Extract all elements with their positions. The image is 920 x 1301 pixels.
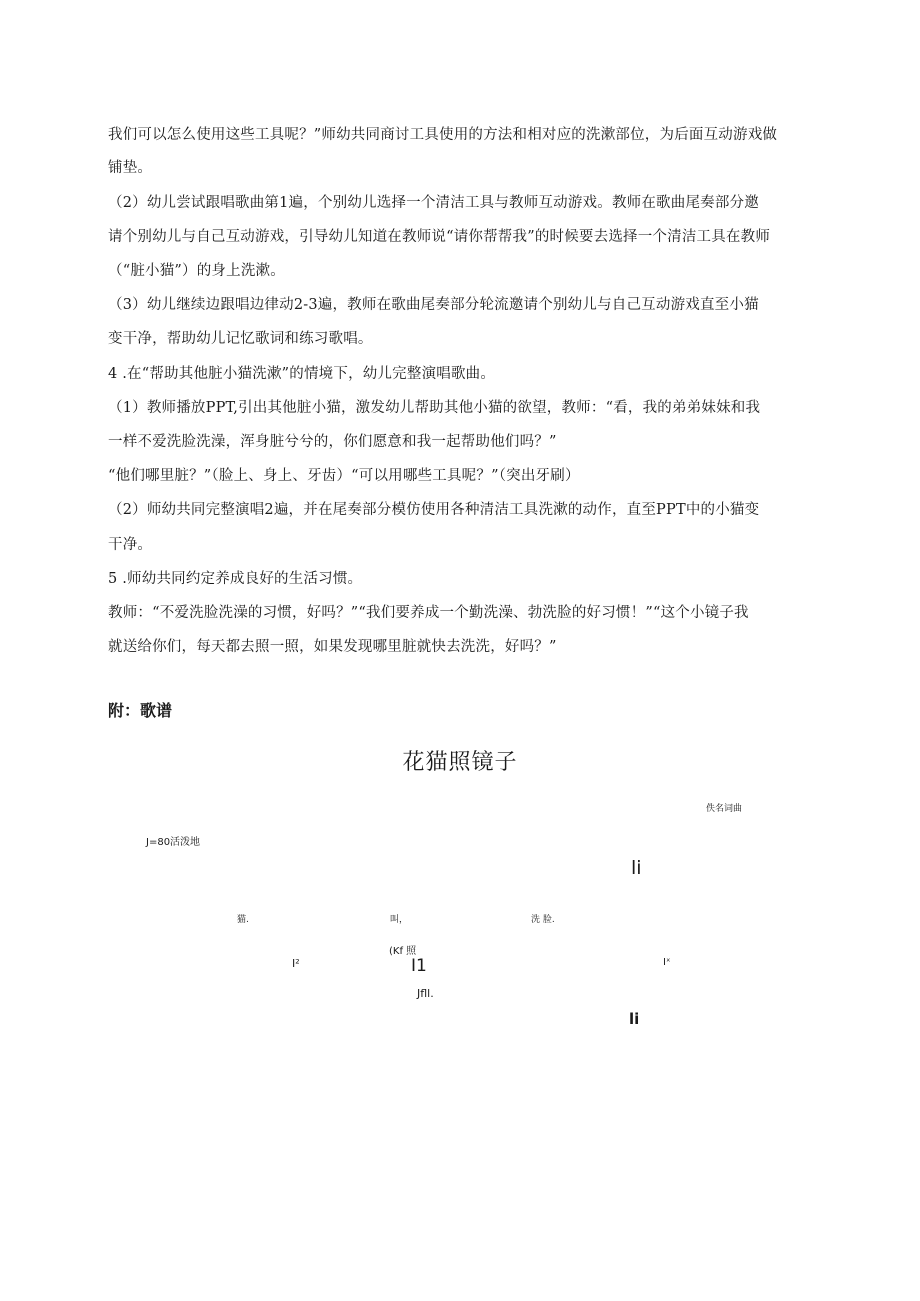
paragraph-line: （3）幼儿继续边跟唱边律动2-3遍，教师在歌曲尾奏部分轮流邀请个别幼儿与自己互动游戏直至小猫 [108, 297, 759, 313]
appendix-heading: 附：歌谱 [108, 701, 173, 720]
score-fragment: Jfll. [417, 987, 434, 1000]
paragraph-line: （“脏小猫”）的身上洗漱。 [108, 263, 285, 279]
paragraph-line: 5 .师幼共同约定养成良好的生活习惯。 [108, 571, 363, 587]
score-fragment: li [631, 857, 642, 879]
lyric-fragment: (Kf 照 [389, 946, 417, 957]
lyric-fragment: 叫， [390, 915, 409, 925]
score-fragment: I² [292, 957, 300, 970]
lyric-fragment: 洗 脸. [531, 915, 555, 925]
paragraph-line: （2）师幼共同完整演唱2遍，并在尾奏部分模仿使用各种清洁工具洗漱的动作，直至PPT中的小猫变 [108, 502, 760, 518]
paragraph-line: （2）幼儿尝试跟唱歌曲第1遍，个别幼儿选择一个清洁工具与教师互动游戏。教师在歌曲尾奏部分邀 [108, 195, 759, 211]
score-fragment: I1 [411, 956, 427, 976]
song-credit: 佚名词曲 [706, 804, 743, 814]
score-fragment: li [629, 1010, 640, 1028]
paragraph-line: 我们可以怎么使用这些工具呢？”师幼共同商讨工具使用的方法和相对应的洗漱部位，为后面互动游戏做 [108, 127, 778, 143]
paragraph-line: 就送给你们，每天都去照一照，如果发现哪里脏就快去洗洗，好吗？” [108, 639, 557, 655]
paragraph-line: 铺垫。 [108, 160, 153, 176]
paragraph-line: 变干净，帮助幼儿记忆歌词和练习歌唱。 [108, 331, 373, 347]
paragraph-line: 干净。 [108, 537, 153, 553]
song-tempo: J=80活泼地 [146, 837, 201, 848]
paragraph-line: 请个别幼儿与自己互动游戏，引导幼儿知道在教师说“请你帮帮我”的时候要去选择一个清洁工具在教师 [108, 229, 771, 245]
paragraph-line: 4 .在“帮助其他脏小猫洗漱”的情境下，幼儿完整演唱歌曲。 [108, 366, 496, 382]
paragraph-line: “他们哪里脏？”（脸上、身上、牙齿）“可以用哪些工具呢？”（突出牙刷） [108, 468, 580, 484]
score-fragment: Iˣ [663, 957, 671, 968]
paragraph-line: 教师：“不爱洗脸洗澡的习惯，好吗？”“我们要养成一个勤洗澡、勃洗脸的好习惯！”“这个小镜子我 [108, 605, 749, 621]
lyric-fragment: 猫. [237, 915, 249, 925]
paragraph-line: 一样不爱洗脸洗澡，浑身脏兮兮的，你们愿意和我一起帮助他们吗？” [108, 434, 557, 450]
paragraph-line: （1）教师播放PPT,引出其他脏小猫，激发幼儿帮助其他小猫的欲望，教师：“看，我的弟弟妹妹和我 [108, 400, 761, 416]
song-title: 花猫照镜子 [402, 750, 518, 775]
